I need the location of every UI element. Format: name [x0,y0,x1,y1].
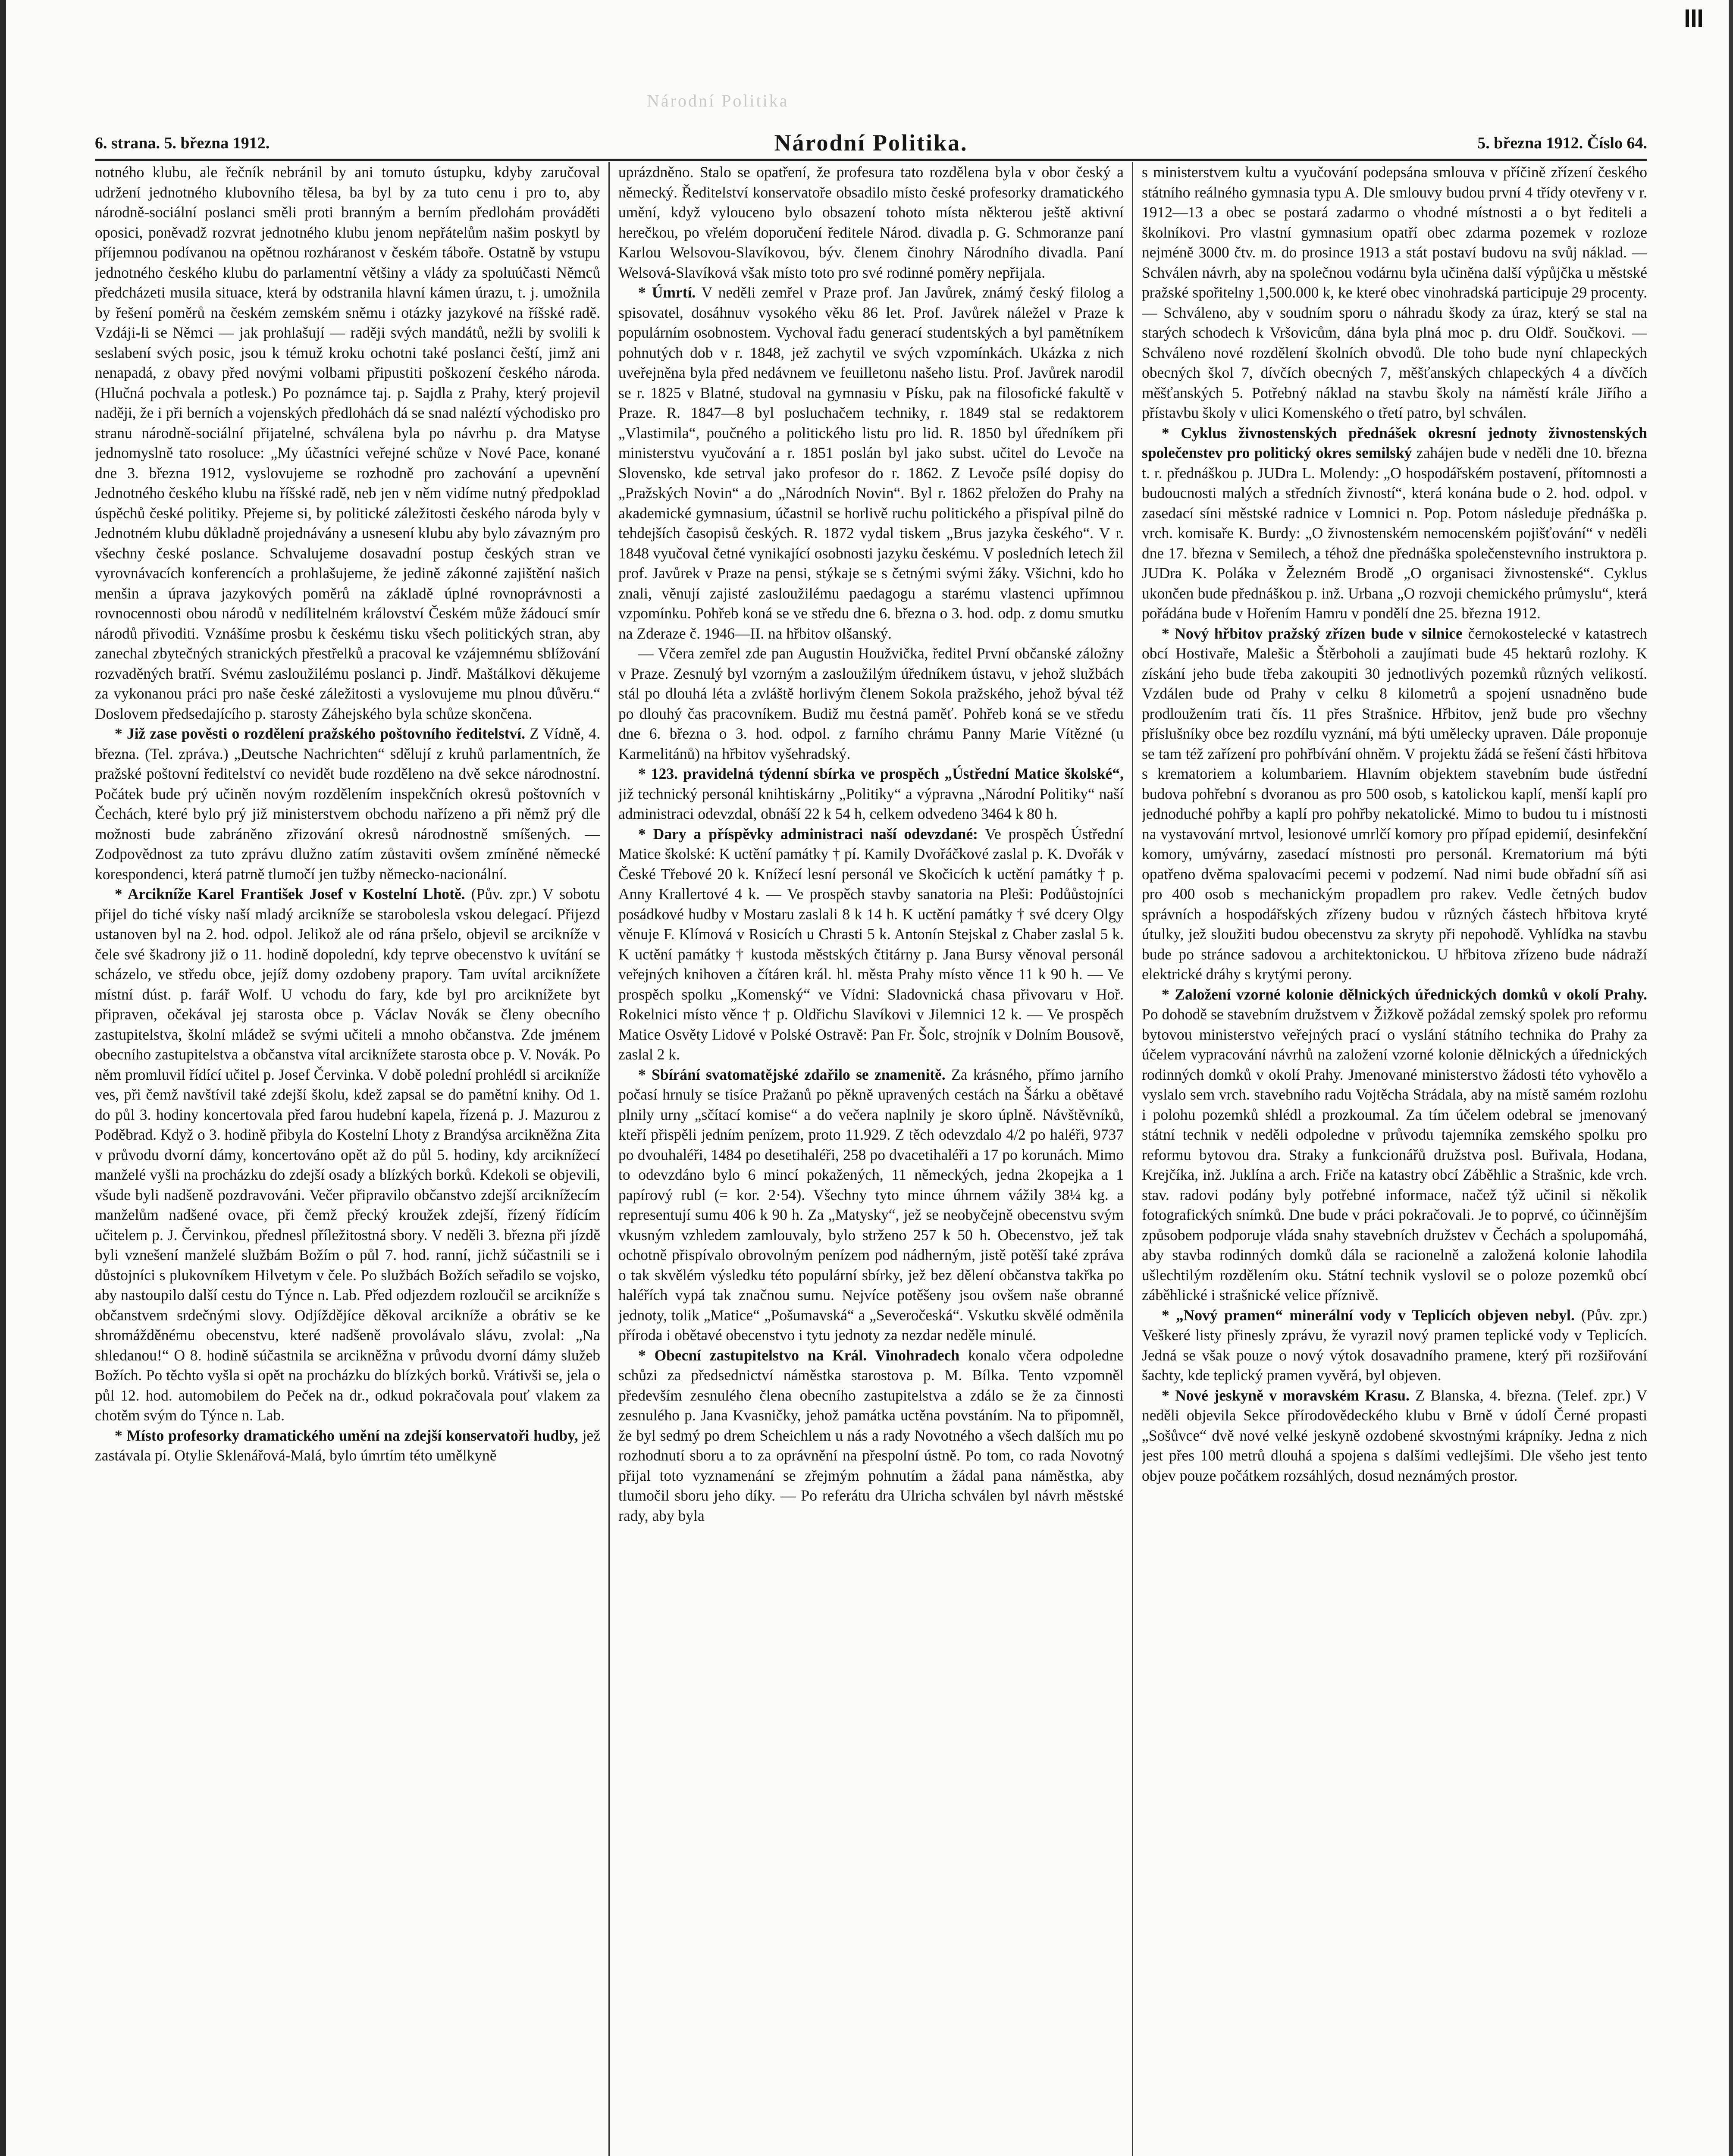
news-body: — Včera zemřel zde pan Augustin Houžvička, ředitel První občanské záložny v Praze. Zesnulý byl vzorným a zasloužilým úředníkem ústavu, v jehož službách stál po dlouhá léta a zvláště horlivým členem Sokola pražského, jehož býval též po dlouhý čas pracovníkem. Budiž mu čestná paměť. Pohřeb koná se ve středu dne 6. března o 3. hod. odpol. z farního chrámu Panny Marie Vítězné (u Karmelitánů) na hřbitov vyšehradský. [618,645,1124,762]
news-item [1142,984,1647,1305]
news-body: notného klubu, ale řečník nebránil by ani tomuto ústupku, kdyby zaručoval udržení jednotného klubovního tělesa, ba byl by za tuto cenu i pro to, aby národně-sociální poslanci směli proti branným a berním předlohám prováděti oposici, poněvadž rozvrat jednotného klubu jenom nepřátelům našim poskytl by příjemnou podívanou na opětnou rozháranost v českém táboře. Ostatně by vstupu jednotného českého klubu do parlamentní většiny a vlády za spoluúčasti Němců předcházeti musila situace, která by odstranila hlavní kámen úrazu, t. j. umožnila by řešení poměrů na českém zemském sněmu i otázky jazykové na říšské radě. Vzdáji-li se Němci — jak prohlašují — raději svých mandátů, nežli by svolili k seslabení svých posic, jsou k témuž kroku ochotni také poslanci čeští, jimž ani nenapadá, z obavy před novými volbami připustiti poškození českého národa. (Hlučná pochvala a potlesk.) Po poznámce taj. p. Sajdla z Prahy, který projevil naději, že i při berních a vojenských předlohách dá se snad naléztí východisko pro stranu národně-sociální přijatelné, schválena byla po návrhu p. dra Matyse jednomyslně tato rosoluce: „My účastníci veřejné schůze v Nové Pace, konané dne 3. března 1912, vyslovujeme se rozhodně pro zachování a upevnění Jednotného českého klubu na říšské radě, neb jen v něm vidíme nutný předpoklad úspěchů české politiky. Přejeme si, by politické záležitosti českého národa byly v Jednotném klubu důkladně projednávány a usnesení klubu aby bylo závazným pro všechny české poslance. Schvalujeme dosavadní postup českých stran ve vyrovnávacích konferencích a prohlašujeme, že jedině zákonné zajištění našich menšin a úprava jazykových poměrů na základě úplné rovnoprávnosti a rovnocennosti obou národů v nedílitelném království Českém může žádoucí smír národů přivoditi. Vznášíme prosbu k českému tisku všech politických stran, aby zanechal zbytečných stranických přestřelků a pracoval ke vzájemnému sblížování rozvaděných bratří. Svému zasloužilému poslanci p. Jindř. Maštálkovi děkujeme za vykonanou práci pro naše české záležitosti a vyslovujeme mu plnou důvěru.“ Doslovem předsedajícího p. starosty Záhejského byla schůze skončena. [95,163,600,722]
news-body: jež zastávala pí. Otylie Sklenářová-Malá, bylo úmrtím této umělkyně [95,1426,600,1464]
news-item [1142,1385,1647,1486]
article-text [95,162,600,1466]
news-headline: * Místo profesorky dramatického umění na zdejší konservatoři hudby, [115,1426,578,1444]
news-item [618,824,1124,1065]
header-rule [95,159,1647,161]
page-header [95,129,1647,157]
news-item [1142,624,1647,984]
news-body: uprázdněno. Stalo se opatření, že profesura tato rozdělena byla v obor český a německý. Ředitelství konservatoře obsadilo místo české profesorky dramatického umění, když vylouceno bylo obsazení tohoto místa některou ještě aktivní herečkou, po vřelém doporučení ředitele Národ. divadla p. G. Schmoranze paní Karlou Welsovou-Slavíkovou, býv. členem činohry Národního divadla. Paní Welsová-Slavíková však místo toto pro své rodinné poměry nepřijala. [618,163,1124,281]
news-headline: * Nové jeskyně v moravském Krasu. [1162,1386,1410,1404]
news-headline: * Úmrtí. [638,284,696,301]
masthead-title: Národní Politika. [774,130,968,156]
paragraph [1142,162,1647,423]
news-body: již technický personál knihtiskárny „Politiky“ a výpravna „Národní Politiky“ naší administraci odevzdal, obnáší 22 k 54 h, celkem odvedeno 3464 k 80 h. [618,785,1124,822]
news-headline: * Již zase pověsti o rozdělení pražského poštovního ředitelství. [115,725,525,742]
news-item [618,1065,1124,1345]
news-body: konalo včera odpoledne schůzi za předsednictví náměstka starostova p. M. Bílka. Tento vzpomněl především zesnulého člena obecního zastupitelstva a zdálo se že za činnosti zesnulého p. Jana Kvasničky, jehož památka uctěna povstáním. Na to připomněl, že byl sedmý po drem Scheichlem u nás a rady Novotného a všech dalších mu po rozhodnutí sboru a to za oprávnění na přespolní ústně. Po tom, co rada Novotný přijal toto vyznamenání se zřejmým pohnutím a žádal pana náměstka, aby tlumočil sboru jeho díky. — Po referátu dra Ulricha schválen byl návrh městské rady, aby byla [618,1346,1124,1524]
news-body: černokostelecké v katastrech obcí Hostivaře, Malešic a Štěrboholi a zaujímati bude 45 hektarů rozlohy. K získání jeho bude třeba zakoupiti 30 jednotlivých pozemků různých velikostí. Vzdálen bude od Prahy v celku 8 kilometrů a spojení usnadněno bude prodloužením trati čís. 11 přes Strašnice. Hřbitov, jenž bude pro všechny příslušníky obce bez rozdílu vyznání, má býti umělecky upraven. Dále proponuje se tam též zařízení pro pohřbívání ohněm. V projektu žádá se řešení části hřbitova s krematoriem a kolumbariem. Hlavním objektem stavebním bude ústřední budova pohřební s dvoranou as pro 500 osob, s katolickou kaplí, menší kaplí pro jednoduché pohřby a kaplí pro pohřby nekatolické. Mimo to budou tu i místnosti na vystavování mrtvol, lesionové umrlčí komory pro případ epidemií, desinfekční komory, umývárny, zasedací místnosti pro personál. Krematorium má býti opatřeno dvěma spalovacími pecemi v podzemí. Nad nimi bude obřadní síň asi pro 400 osob s mechanickým propadlem pro rakev. Vedle četných budov správních a hospodářských zřízeny budou v různých částech hřbitova kryté útulky, jež sloužiti budou obecenstvu za skryty při nepohodě. Vyhlídka na stavbu bude po stránce sadovou a architektonickou. U hřbitova zřízeno bude nádraží elektrické dráhy s krytými perony. [1142,624,1647,983]
paragraph [618,162,1124,282]
news-body: zahájen bude v neděli dne 10. března t. r. přednáškou p. JUDra L. Molendy: „O hospodářském postavení, přítomnosti a budoucnosti malých a středních živností“, která konána bude o 2. hod. odpol. v zasedací síni městské radnice v Lomnici n. Pop. Potom následuje přednáška p. vrch. komisaře K. Burdy: „O živnostenském nemocenském pojišťování“ v neděli dne 17. března v Semilech, a téhož dne přednáška společenstevního instruktora p. JUDra K. Poláka v Železném Brodě „O organisaci živnostenské“. Cyklus ukončen bude přednáškou p. inž. Urbana „O rozvoji chemického průmyslu“, která pořádána bude v Hořením Hamru v pondělí dne 25. března 1912. [1142,444,1647,622]
column-1 [95,162,600,2156]
news-body: Ve prospěch Ústřední Matice školské: K uctění památky † pí. Kamily Dvořáčkové zaslal p. K. Dvořák v České Třebové 20 k. Knížecí lesní personál ve Skočicích k uctění památky † p. Anny Krallertové 4 k. — Ve prospěch stavby sanatoria na Pleši: Podůůstojníci posádkové hudby v Mostaru zaslali 8 k 14 h. K uctění památky † své dcery Olgy věnuje F. Klímová v Rosicích u Chrasti 5 k. Antonín Stejskal z Chaber zaslal 5 k. K uctění památky † kustoda městských čtitárny p. Jana Bursy věnoval personál veřejných knihoven a čítáren král. hl. města Prahy místo věnce 11 k 90 h. — Ve prospěch spolku „Komenský“ ve Vídni: Sladovnická chasa přivovaru v Hoř. Rokelnici místo věnce † p. Oldřichu Slavíkovi v Jilemnici 12 k. — Ve prospěch Matice Osvěty Lidové v Polské Ostravě: Pan Fr. Šolc, strojník v Dolním Bousově, zaslal 2 k. [618,825,1124,1063]
news-item [95,724,600,884]
news-item [618,1345,1124,1526]
news-headline: * „Nový pramen“ minerální vody v Teplicích objeven nebyl. [1162,1306,1575,1324]
paragraph [618,643,1124,764]
news-item [1142,1305,1647,1385]
scan-registration-marks [1686,9,1720,27]
column-3 [1142,162,1647,2156]
news-item [95,884,600,1426]
news-headline: * Obecní zastupitelstvo na Král. Vinohradech [638,1346,960,1364]
scan-edge-left [0,0,6,2156]
news-headline: * Založení vzorné kolonie dělnických úřednických domků v okolí Prahy. [1162,985,1647,1003]
news-headline: * Cyklus živnostenských přednášek okresní jednoty živnostenských společenstev pro politický okres semilský [1142,424,1647,461]
news-headline: * 123. pravidelná týdenní sbírka ve prospěch „Ústřední Matice školské“, [638,765,1124,782]
news-item [618,764,1124,824]
scan-edge-right [1729,0,1733,2156]
news-item [95,1426,600,1466]
news-body: s ministerstvem kultu a vyučování podepsána smlouva v příčině zřízení českého státního reálného gymnasia typu A. Dle smlouvy budou první 4 třídy otevřeny v r. 1912—13 a obec se postará zadarmo o vhodné místnosti a o byt řediteli a školníkovi. Pro vlastní gymnasium opatří obec zdarma pozemek v rozloze nejméně 3000 čtv. m. do prosince 1913 a stát postaví budovu na svůj náklad. — Schválen návrh, aby na společnou vodárnu byla učiněna další výpůjčka u městské pražské spořitelny 1,500.000 k, ke které obec vinohradská participuje 29 procenty. — Schváleno, aby v soudním sporu o náhradu škody za úraz, který se stal na starých schodech k Vršovicům, dána byla plná moc p. dru Oldř. Součkovi. — Schváleno nové rozdělení školních obvodů. Dle toho bude nyní chlapeckých obecných škol 7, dívčích obecných 7, měšťanských chlapeckých 4 a dívčích měšťanských 5. Potřebný náklad na stavbu školy na náměstí krále Jiřího a přístavbu školy v ulici Komenského o třetí patro, byl schválen. [1142,163,1647,421]
bleed-through-text: Národní Politika [647,91,789,110]
paragraph [95,162,600,724]
news-body: (Pův. zpr.) Veškeré listy přinesly zprávu, že vyrazil nový pramen teplické vody v Teplicích. Jedná se však pouze o nový výtok dosavadního pramene, který při rozšiřování šachty, kde teplický pramen vyvěrá, byl objeven. [1142,1306,1647,1384]
news-headline: * Arcikníže Karel František Josef v Kostelní Lhotě. [115,885,465,903]
issue-date-number: 5. března 1912. Číslo 64. [1477,134,1647,152]
news-body: (Pův. zpr.) V sobotu přijel do tiché vísky naší mladý arcikníže se starobolesla vskou delegací. Přijezd ustanoven byl na 2. hod. odpol. Jelikož ale od rána pršelo, objevil se arcikníže v čele své škadrony již o 11. hodině dopolední, kdy teprve obecenstvo k uvítání se scházelo, ve středu obce, jejíž domy ozdobeny prapory. Tam uvítal arciknížete místní dúst. p. farář Wolf. U vchodu do fary, kde byl pro arciknížete byt připraven, očekával jej starosta obce p. Václav Novák se členy obecního zastupitelstva, školní mládež se svými učiteli a mnoho občanstva. Zde jménem obecního zastupitelstva a občanstva vítal arciknížete starosta obce p. V. Novák. Po něm promluvil řídící učitel p. Josef Červinka. V době polední prohlédl si arcikníže ves, při čemž navštívil také zdejší školu, kdež zapsal se do pamětní knihy. Od 1. do půl 3. hodiny koncertovala před farou hudební kapela, řízená p. J. Mazurou z Poděbrad. Když o 3. hodině přibyla do Kostelní Lhoty z Brandýsa arcikněžna Zita v průvodu dvorní dámy, koncertováno opět až do půl 5. hodiny, kdy arciknížecí manželé vyšli na procházku do zdejší osady a blízkých borků. Kdekoli se objevili, všude byli nadšeně pozdravováni. Večer připravilo občanstvo zdejší arciknížecím manželům nadšené ovace, při čemž přecký kroužek zdejší, řízený řídícím učitelem p. J. Červinkou, přednesl příležitostná sbory. V neděli 3. března při jízdě byli vznešení manželé službám Božím o půl 7. hod. ranní, jichž súčastnili se i důstojníci s plukovníkem Hilvetym v čele. Po službách Božích seřadilo se vojsko, aby nastoupilo další cestu do Týnce n. Lab. Před odjezdem rozloučil se arcikníže s občanstvem srdečnými slovy. Odjíždějíce děkoval arcikníže a obrátiv se ke shromážděnému obecenstvu, které nadšeně provolávalo slávu, zvolal: „Na shledanou!“ O 8. hodině súčastnila se arcikněžna v průvodu dvorní dámy služeb Božích. Po těchto vyšla si opět na procházku do blízkých borků. Vrátivši se, jela o půl 12. hod. automobilem do Peček na dr., odkud pokračovala pouť vlakem za chotěm svým do Týnce n. Lab. [95,885,600,1424]
news-body: V neděli zemřel v Praze prof. Jan Javůrek, známý český filolog a spisovatel, dosáhnuv vysokého věku 86 let. Prof. Javůrek náležel v Praze k populárním osobnostem. Vychoval řadu generací studentských a byl pamětníkem pohnutých dob v r. 1848, jež zachytil ve svých vzpomínkách. Ukázka z nich uveřejněna byla před nedávnem ve feuilletonu našeho listu. Prof. Javůrek narodil se r. 1825 v Blatné, studoval na gymnasiu v Písku, pak na filosofické fakultě v Praze. R. 1847—8 byl posluchačem techniky, r. 1849 stal se redaktorem „Vlastimila“, poučného a politického listu pro lid. R. 1850 byl úředníkem při ministerstvu vyučování a r. 1851 poslán byl jako subst. učitel do Levoče na Slovensko, kde setrval jako profesor do r. 1862. Z Levoče psílé dopisy do „Pražských Novin“ a do „Národních Novin“. Byl r. 1862 přeložen do Prahy na akademické gymnasium, účastnil se horlivě ruchu politického a přispíval pilně do tehdejších časopisů českých. R. 1872 vydal tiskem „Brus jazyka českého“. V r. 1848 vyučoval četné vynikající osobnosti jazyku českému. V posledních letech žil prof. Javůrek v Praze na pensi, stýkaje se s četnými svými žáky. Všichni, kdo ho znali, věnují zajisté zasloužilému paedagogu a starému vlastenci upřímnou vzpomínku. Pohřeb koná se ve středu dne 6. března o 3. hod. odp. z domu smutku na Zderaze č. 1946—II. na hřbitov olšanský. [618,284,1124,642]
article-text [1142,162,1647,1485]
column-divider [1132,162,1133,2156]
news-body: Po dohodě se stavebním družstvem v Žižkově požádal zemský spolek pro reformu bytovou ministerstvo veřejných prací o vyslání státního technika do Prahy za účelem vypracování návrhů na založení vzorné kolonie dělnických a úřednických rodinných domků v okolí Prahy. Jmenované ministerstvo žádosti této vyhovělo a vyslalo sem vrch. stavebního radu Vojtěcha Strádala, aby na místě samém rozlohu i polohu pozemků shlédl a prozkoumal. Za tím účelem odebral se jmenovaný státní technik v neděli odpoledne v průvodu tajemníka zemského spolku pro reformu bytovou dra. Straky a funkcionářů družstva posl. Buřivala, Hodana, Krejčíka, inž. Juklína a arch. Friče na katastry obcí Záběhlic a Strašnic, kde vrch. stav. radovi podány byly potřebné informace, načež týž učinil si několik fotografických snímků. Dne bude v práci pokračovali. Je to poprvé, co účinnějším způsobem podporuje vláda snahy stavebních družstev v Čechách a spolupomáhá, aby stavba rodinných domků dála se racionelně a založená kolonie lahodila ušlechtilým rozdělením oku. Státní technik vyslovil se o poloze pozemků obcí záběhlické i strašnické velice příznivě. [1142,1006,1647,1304]
news-headline: * Nový hřbitov pražský zřízen bude v silnice [1162,624,1463,642]
news-body: Za krásného, přímo jarního počasí hrnuly se tisíce Pražanů po pěkně upravených cestách na Šárku a obětavé plnily urny „sčítací komise“ a do večera naplnily je skoro úplně. Návštěvníků, kteří přispěli jedním penízem, proto 11.929. Z těch odevzdalo 4/2 po haléři, 9737 po dvouhaléři, 1484 po desetihaléři, 258 po dvacetihaléři a 17 po korunách. Mimo to odevzdáno bylo 6 mincí pokažených, 11 německých, jedna 2kopejka a 1 papírový rubl (= kor. 2·54). Všechny tyto mince úhrnem vážily 38¼ kg. a representují sumu 406 k 90 h. Za „Matysky“, jež se neobyčejně obecenstvu svým vkusným vzhledem zamlouvaly, bylo strženo 257 k 50 h. Obecenstvo, jež tak ochotně přispívalo obrovolným penízem pod nádherným, jistě potěší také zpráva o tak skvělém výsledku této populární sbírky, jež bez dělení občanstva takřka po haléřích vypá tak značnou sumu. Nejvíce potěšeny jsou ovšem naše obranné jednoty, tolik „Matice“ „Pošumavská“ a „Severočeská“. Vskutku skvělé odměnila příroda i obětavé obecenstvo i tytu jednoty za nezdar neděle minulé. [618,1065,1124,1344]
column-divider [608,162,610,2156]
article-text [618,162,1124,1526]
news-headline: * Dary a příspěvky administraci naší odevzdané: [638,825,978,843]
news-item [618,282,1124,643]
page-number-date: 6. strana. 5. března 1912. [95,134,270,152]
news-body: Z Blanska, 4. března. (Telef. zpr.) V neděli objevila Sekce přírodovědeckého klubu v Brně v údolí Černé propasti „Sošůvce“ dvě nové velké jeskyně ozdobené skvostnými krápníky. Jedna z nich jest přes 100 metrů dlouhá a spojena s dalšími vedlejšími. Dle všeho jest tento objev pouze počátkem rozsáhlých, dosud neznámých prostor. [1142,1386,1647,1484]
column-2 [618,162,1124,2156]
news-body: Z Vídně, 4. března. (Tel. zpráva.) „Deutsche Nachrichten“ sdělují z kruhů parlamentních, že pražské poštovní ředitelství co nevidět bude rozděleno na dvě sekce národnostní. Počátek bude prý učiněn novým rozdělením inspekčních okresů poštovních v Čechách, které bylo prý již ministerstvem obchodu nařízeno a při němž prý dle možnosti bude zabráněno zřizování okresů národnostně smíšených. — Zodpovědnost za tuto zprávu dlužno zatím zůstaviti ovšem zmíněné německé korespondenci, která patrně tlumočí jen tužby německo-nacionální. [95,725,600,883]
news-headline: * Sbírání svatomatějské zdařilo se znamenitě. [638,1065,946,1083]
news-item [1142,423,1647,624]
